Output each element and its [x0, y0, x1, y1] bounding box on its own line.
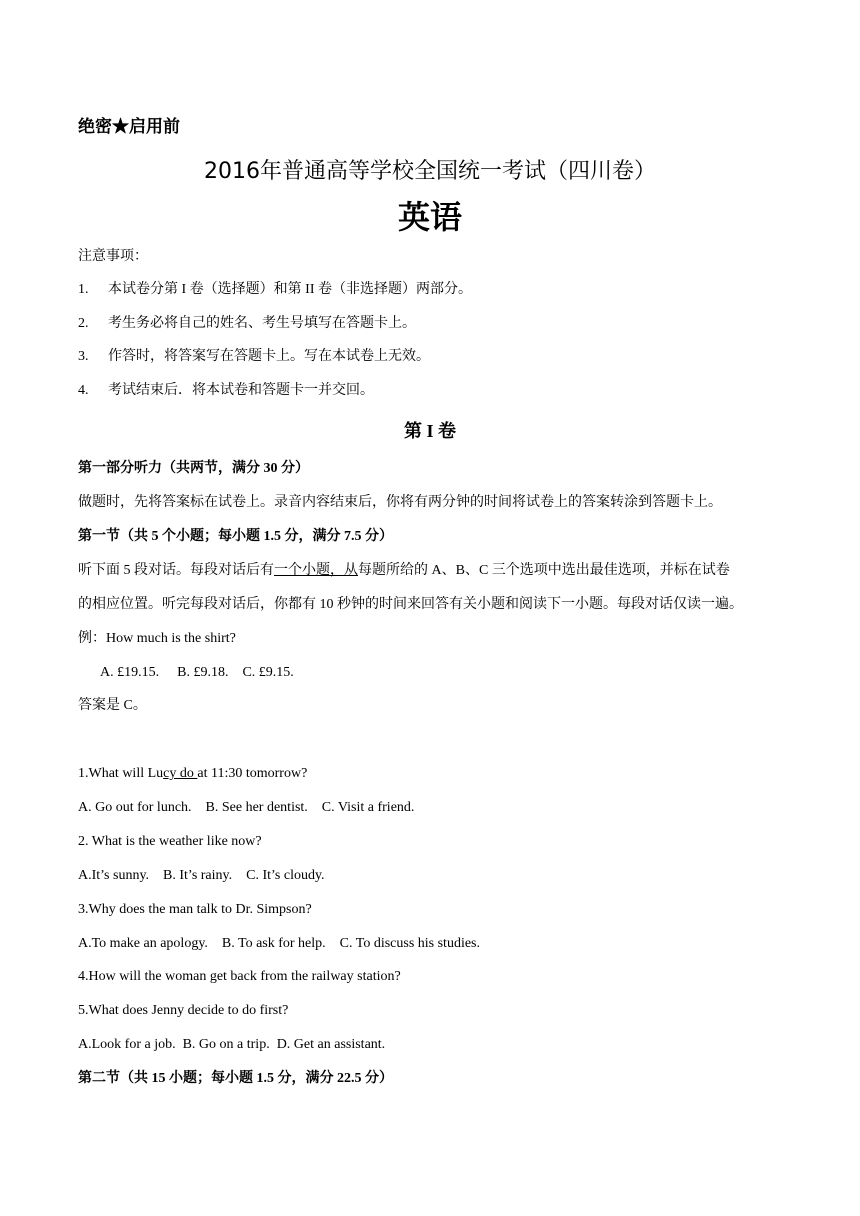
example-option-c: C. £9.15.	[242, 665, 294, 680]
part1-description: 做题时，先将答案标在试卷上。录音内容结束后，你将有两分钟的时间将试卷上的答案转涂到答题卡上。	[78, 495, 722, 510]
description-text: 每题所给的 A、B、C 三个选项中选出最佳选项，并标在试卷	[358, 563, 730, 578]
example-option-a: A. £19.15.	[100, 665, 160, 680]
notice-number: 3.	[78, 349, 89, 364]
part1-title: 第一部分听力（共两节，满分 30 分）	[78, 461, 309, 476]
secret-label: 绝密★启用前	[78, 117, 180, 136]
question-4: 4.How will the woman get back from the railway station?	[78, 969, 401, 984]
section1-description	[78, 562, 730, 580]
section-heading: 第 I 卷	[403, 421, 456, 441]
example-options	[100, 664, 294, 682]
notice-item	[78, 315, 416, 333]
question-text: 1.What will Lu	[78, 766, 164, 781]
description-text: 听下面 5 段对话。每段对话后有	[78, 563, 274, 578]
question-2-options: A.It’s sunny. B. It’s rainy. C. It’s cloudy.	[78, 868, 325, 883]
notice-item	[78, 382, 374, 400]
underlined-text: cy do	[163, 766, 198, 781]
question-3-options: A.To make an apology. B. To ask for help. C. To discuss his studies.	[78, 936, 480, 951]
question-5-options: A.Look for a job. B. Go on a trip. D. Get an assistant.	[78, 1037, 386, 1052]
notice-heading: 注意事项：	[78, 249, 148, 264]
notice-number: 4.	[78, 383, 89, 398]
notice-text: 作答时，将答案写在答题卡上。写在本试卷上无效。	[108, 349, 430, 364]
section1-title: 第一节（共 5 个小题；每小题 1.5 分，满分 7.5 分）	[78, 529, 393, 544]
question-2: 2. What is the weather like now?	[78, 834, 262, 849]
notice-text: 本试卷分第 I 卷（选择题）和第 II 卷（非选择题）两部分。	[108, 282, 472, 297]
section1-description-cont: 的相应位置。听完每段对话后，你都有 10 秒钟的时间来回答有关小题和阅读下一小题。每段对话仅读一遍。	[78, 597, 743, 612]
example-option-b: B. £9.18.	[177, 665, 229, 680]
notice-number: 2.	[78, 316, 89, 331]
notice-text: 考生务必将自己的姓名、考生号填写在答题卡上。	[108, 316, 416, 331]
question-1	[78, 765, 307, 783]
question-3: 3.Why does the man talk to Dr. Simpson?	[78, 902, 312, 917]
notice-number: 1.	[78, 282, 89, 297]
example-answer: 答案是 C。	[78, 698, 147, 713]
notice-item	[78, 348, 430, 366]
exam-title: 2016年普通高等学校全国统一考试（四川卷）	[204, 159, 656, 184]
notice-item	[78, 281, 472, 299]
question-5: 5.What does Jenny decide to do first?	[78, 1003, 289, 1018]
section2-title: 第二节（共 15 小题；每小题 1.5 分，满分 22.5 分）	[78, 1071, 393, 1086]
example-question: 例：How much is the shirt?	[78, 631, 236, 646]
question-1-options: A. Go out for lunch. B. See her dentist. C. Visit a friend.	[78, 800, 415, 815]
underlined-text: 一个小题，从	[274, 563, 358, 578]
question-text: at 11:30 tomorrow?	[197, 766, 308, 781]
subject-title: 英语	[397, 199, 462, 235]
notice-text: 考试结束后．将本试卷和答题卡一并交回。	[108, 383, 374, 398]
